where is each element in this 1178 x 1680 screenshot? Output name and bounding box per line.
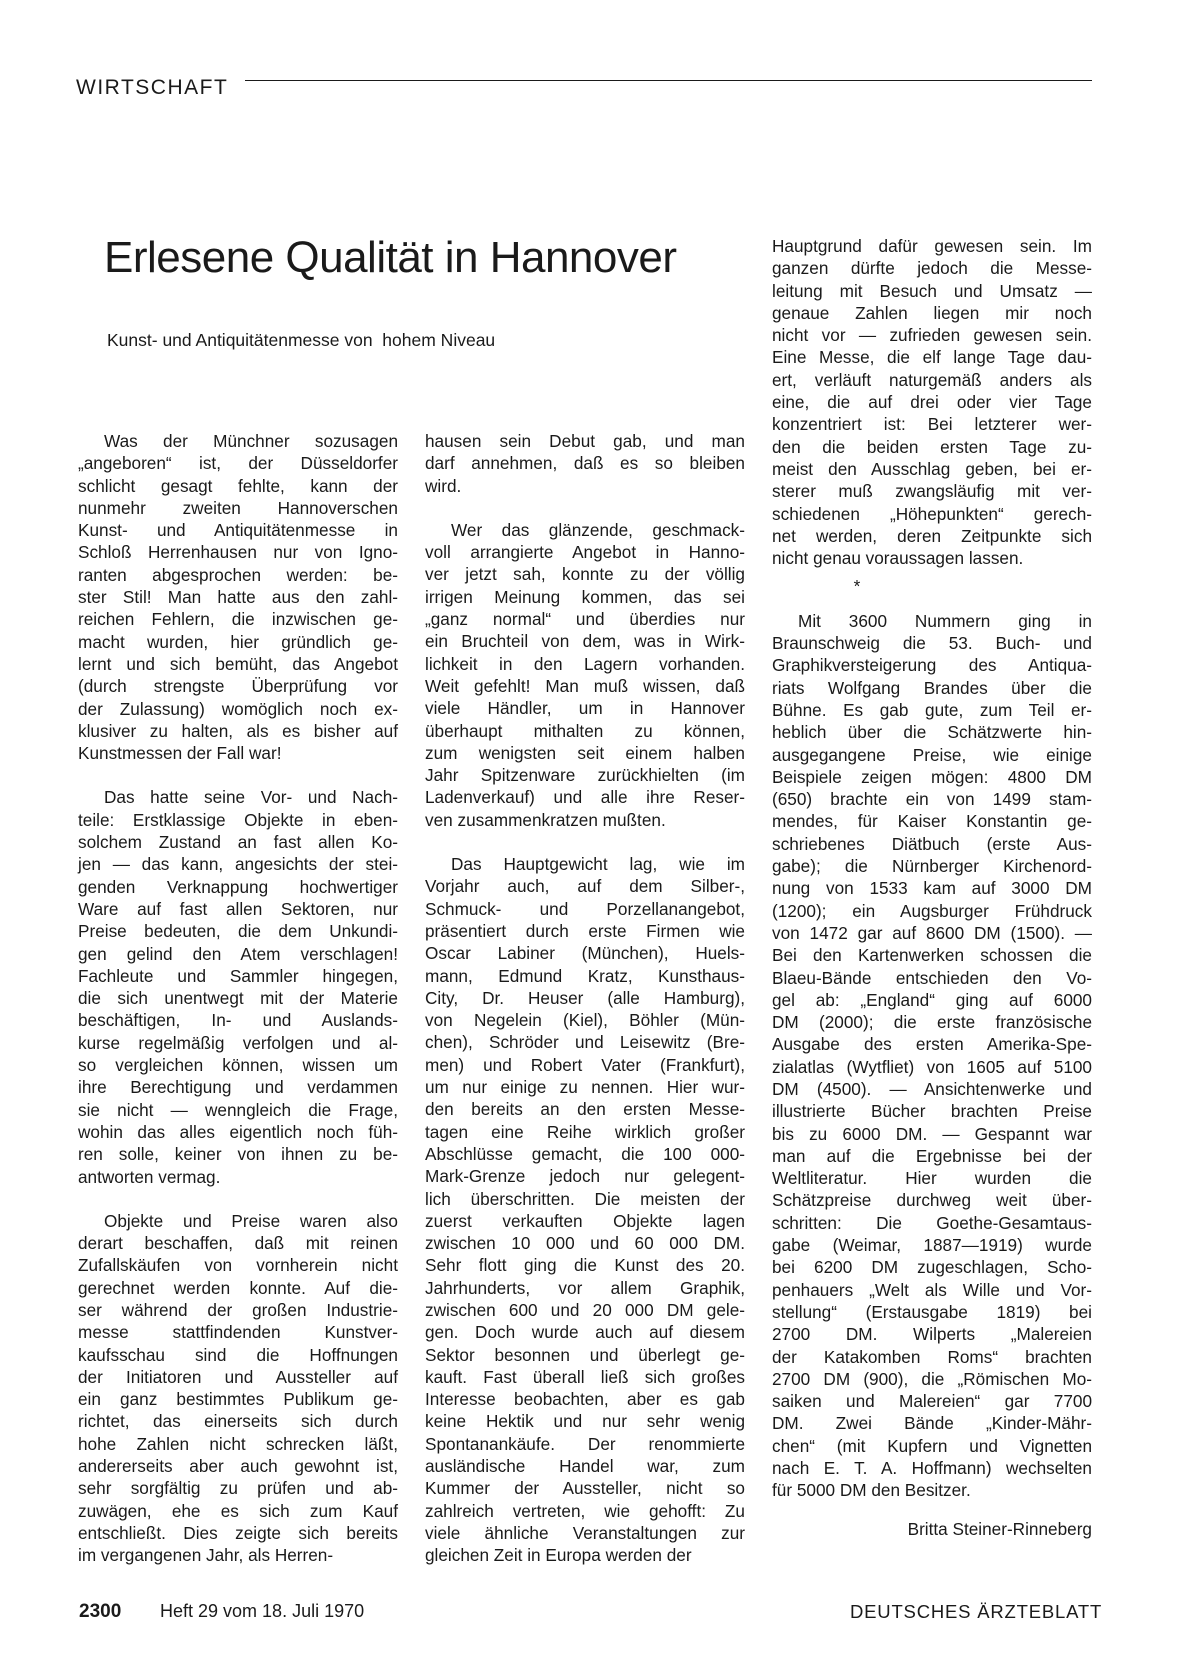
text-line: riats Wolfgang Brandes über die xyxy=(772,677,1092,698)
article-subtitle: Kunst- und Antiquitätenmesse von hohem Niveau xyxy=(107,330,496,350)
paragraph xyxy=(78,1210,398,1567)
text-line: schiedenen „Höhepunkten“ gerech- xyxy=(772,503,1092,524)
author-name: Britta Steiner-Rinneberg xyxy=(907,1518,1092,1539)
text-line: ranten abgesprochen werden: be- xyxy=(78,564,398,585)
text-line: messe stattfindenden Kunstver- xyxy=(78,1322,398,1343)
text-line: City, Dr. Heuser (alle Hamburg), xyxy=(425,987,745,1008)
text-line: net werden, deren Zeitpunkte sich xyxy=(772,525,1092,546)
text-line: nunmehr zweiten Hannoverschen xyxy=(78,497,398,518)
text-line: Weit gefehlt! Man muß wissen, daß xyxy=(425,675,745,696)
text-line: für 5000 DM den Besitzer. xyxy=(772,1480,971,1501)
text-line: hohe Zahlen nicht schrecken läßt, xyxy=(78,1433,398,1454)
text-line: schriebenes Diätbuch (erste Aus- xyxy=(772,833,1092,854)
text-line: von 1472 gar auf 8600 DM (1500). — xyxy=(772,922,1092,943)
text-line: Mit 3600 Nummern ging in xyxy=(798,610,1092,631)
text-line: Beispiele zeigen mögen: 4800 DM xyxy=(772,766,1092,787)
text-line: darf annehmen, daß es so bleiben xyxy=(425,453,745,474)
text-line: ganzen dürfte jedoch die Messe- xyxy=(772,258,1092,279)
text-line: chen“ (mit Kupfern und Vignetten xyxy=(772,1435,1092,1456)
text-line: Kunst- und Antiquitätenmesse in xyxy=(78,520,398,541)
text-line: Zufallskäufen von vornherein nicht xyxy=(78,1255,398,1276)
journal-name: DEUTSCHES ÄRZTEBLATT xyxy=(850,1601,1103,1622)
text-line: stellung“ (Erstausgabe 1819) bei xyxy=(772,1301,1092,1322)
issue-info: Heft 29 vom 18. Juli 1970 xyxy=(160,1601,365,1621)
text-line: Das Hauptgewicht lag, wie im xyxy=(451,854,745,875)
text-line: Eine Messe, die elf lange Tage dau- xyxy=(772,347,1092,368)
text-line: wird. xyxy=(425,475,462,496)
text-line: gleichen Zeit in Europa werden der xyxy=(425,1545,692,1566)
text-line: penhauers „Welt als Wille und Vor- xyxy=(772,1279,1092,1300)
text-line: klusiver zu halten, als es bisher auf xyxy=(78,720,398,741)
text-line: eine, die auf drei oder vier Tage xyxy=(772,392,1092,413)
text-line: Hauptgrund dafür gewesen sein. Im xyxy=(772,236,1092,256)
text-line: ven zusammenkratzen mußten. xyxy=(425,809,666,830)
text-line: ster Stil! Man hatte aus den zahl- xyxy=(78,587,398,608)
page-number: 2300 xyxy=(79,1601,122,1622)
text-line: Braunschweig die 53. Buch- und xyxy=(772,633,1092,654)
text-line: schlicht gesagt fehlte, kann der xyxy=(78,475,398,496)
text-line: entschließt. Dies zeigte sich bereits xyxy=(78,1522,398,1543)
text-line: derart beschaffen, daß mit reinen xyxy=(78,1233,398,1254)
text-line: mendes, für Kaiser Konstantin ge- xyxy=(772,811,1092,832)
text-line: Abschlüsse gemacht, die 100 000- xyxy=(425,1143,745,1164)
text-line: ein ganz bestimmtes Publikum ge- xyxy=(78,1389,398,1410)
text-line: die sich unentwegt mit der Materie xyxy=(78,988,398,1009)
text-line: gabe); die Nürnberger Kirchenord- xyxy=(772,856,1092,877)
text-line: beschäftigen, In- und Auslands- xyxy=(78,1010,398,1031)
text-line: nach E. T. A. Hoffmann) wechselten xyxy=(772,1458,1092,1479)
text-line: gerechnet werden konnte. Auf die- xyxy=(78,1277,398,1298)
text-line: bis zu 6000 DM. — Gespannt war xyxy=(772,1123,1092,1144)
text-line: keine Hektik und nur sehr wenig xyxy=(425,1411,745,1432)
text-line: Schätzpreise durchweg weit über- xyxy=(772,1190,1092,1211)
text-line: Ladenverkauf) und alle ihre Reser- xyxy=(425,787,745,808)
text-line: Oscar Labiner (München), Huels- xyxy=(425,943,745,964)
text-line: Weltliteratur. Hier wurden die xyxy=(772,1168,1092,1189)
text-line: men) und Robert Vater (Frankfurt), xyxy=(425,1054,745,1075)
text-line: mann, Edmund Kratz, Kunsthaus- xyxy=(425,965,745,986)
text-line: zialatlas (Wytfliet) von 1605 auf 5100 xyxy=(772,1056,1092,1077)
text-column-1 xyxy=(78,430,398,1567)
paragraph xyxy=(425,853,745,1567)
text-line: bei 6200 DM zugeschlagen, Scho- xyxy=(772,1257,1092,1278)
text-line: Das hatte seine Vor- und Nach- xyxy=(104,787,398,808)
text-line: Jahrhunderts, vor allem Graphik, xyxy=(425,1277,745,1298)
text-line: sie nicht — wenngleich die Frage, xyxy=(78,1099,398,1120)
text-line: Interesse beobachten, aber es gab xyxy=(425,1389,745,1410)
text-line: chen), Schröder und Leisewitz (Bre- xyxy=(425,1032,745,1053)
text-line: von Negelein (Kiel), Böhler (Mün- xyxy=(425,1010,745,1031)
text-line: Vorjahr auch, auf dem Silber-, xyxy=(425,876,745,897)
text-line: genaue Zahlen liegen mir noch xyxy=(772,302,1092,323)
text-line: Ausgabe des ersten Amerika-Spe- xyxy=(772,1034,1092,1055)
text-line: lernt und sich bemüht, das Angebot xyxy=(78,653,398,674)
text-line: gel ab: „England“ ging auf 6000 xyxy=(772,989,1092,1010)
text-line: Sektor besonnen und überlegt ge- xyxy=(425,1344,745,1365)
text-line: ser während der großen Industrie- xyxy=(78,1299,398,1320)
text-line: ausgegangene Preise, wie einige xyxy=(772,744,1092,765)
text-line: Jahr Spitzenware zurückhielten (im xyxy=(425,765,745,786)
text-line: schritten: Die Goethe-Gesamtaus- xyxy=(772,1212,1092,1233)
text-line: illustrierte Bücher brachten Preise xyxy=(772,1101,1092,1122)
text-line: wohin das alles eigentlich noch füh- xyxy=(78,1121,398,1142)
text-line: DM. Zwei Bände „Kinder-Mähr- xyxy=(772,1413,1092,1434)
text-line: Schmuck- und Porzellanangebot, xyxy=(425,898,745,919)
text-line: Objekte und Preise waren also xyxy=(104,1210,398,1231)
text-line: Graphikversteigerung des Antiqua- xyxy=(772,655,1092,676)
text-line: gabe (Weimar, 1887—1919) wurde xyxy=(772,1235,1092,1256)
text-line: ausländische Handel war, zum xyxy=(425,1456,745,1477)
text-line: heblich über die Schätzwerte hin- xyxy=(772,722,1092,743)
text-line: Schloß Herrenhausen nur von Igno- xyxy=(78,542,398,563)
paragraph xyxy=(78,430,398,764)
text-line: Sehr flott ging die Kunst des 20. xyxy=(425,1255,745,1276)
text-column-3 xyxy=(772,235,1092,1540)
text-line: viele Händler, um in Hannover xyxy=(425,698,745,719)
text-line: zuwägen, ehe es sich zum Kauf xyxy=(78,1500,398,1521)
text-line: der Initiatoren und Aussteller auf xyxy=(78,1366,398,1387)
text-line: den die beiden ersten Tage zu- xyxy=(772,436,1092,457)
text-line: Bei den Kartenwerken schossen die xyxy=(772,945,1092,966)
text-line: Wer das glänzende, geschmack- xyxy=(451,519,745,540)
text-line: saiken und Malereien“ gar 7700 xyxy=(772,1391,1092,1412)
text-line: ver jetzt sah, konnte zu der völlig xyxy=(425,564,745,585)
text-line: antworten vermag. xyxy=(78,1166,221,1187)
text-line: man auf die Ergebnisse bei der xyxy=(772,1145,1092,1166)
paragraph xyxy=(78,786,398,1187)
text-line: genden Verknappung hochwertiger xyxy=(78,876,398,897)
text-line: Kunstmessen der Fall war! xyxy=(78,743,282,764)
text-line: ert, verläuft naturgemäß anders als xyxy=(772,369,1092,390)
text-line: gen. Doch wurde auch auf diesem xyxy=(425,1322,745,1343)
text-line: jen — das kann, angesichts der stei- xyxy=(78,854,398,875)
text-line: andererseits aber auch gewohnt ist, xyxy=(78,1456,398,1477)
text-line: kurse regelmäßig verfolgen und al- xyxy=(78,1032,398,1053)
text-line: (650) brachte ein von 1499 stam- xyxy=(772,789,1092,810)
article-title: Erlesene Qualität in Hannover xyxy=(104,233,677,282)
text-line: „angeboren“ ist, der Düsseldorfer xyxy=(78,453,398,474)
text-line: meist den Ausschlag geben, bei er- xyxy=(772,458,1092,479)
text-line: tagen eine Reihe wirklich großer xyxy=(425,1121,745,1142)
text-line: um nur einige zu nennen. Hier wur- xyxy=(425,1077,745,1098)
text-line: nicht vor — zufrieden gewesen sein. xyxy=(772,325,1092,346)
text-line: (1200); ein Augsburger Frühdruck xyxy=(772,900,1092,921)
text-line: Spontanankäufe. Der renommierte xyxy=(425,1433,745,1454)
text-line: lich überschritten. Die meisten der xyxy=(425,1188,745,1209)
text-line: DM (2000); die erste französische xyxy=(772,1012,1092,1033)
section-rule xyxy=(245,80,1092,81)
text-line: konzentriert ist: Bei letzterer wer- xyxy=(772,414,1092,435)
text-line: überhaupt mithalten zu können, xyxy=(425,720,745,741)
text-line: Bühne. Es gab gute, zum Teil er- xyxy=(772,699,1092,720)
text-line: richtet, das einerseits sich durch xyxy=(78,1411,398,1432)
text-line: im vergangenen Jahr, als Herren- xyxy=(78,1545,334,1566)
section-separator: * xyxy=(853,576,861,597)
text-line: „ganz normal“ und überdies nur xyxy=(425,609,745,630)
text-line: hausen sein Debut gab, und man xyxy=(425,431,745,451)
text-line: viele ähnliche Veranstaltungen zur xyxy=(425,1522,745,1543)
text-line: DM (4500). — Ansichtenwerke und xyxy=(772,1078,1092,1099)
text-line: Blaeu-Bände entschieden den Vo- xyxy=(772,967,1092,988)
text-line: ren solle, keiner von ihnen zu be- xyxy=(78,1144,398,1165)
text-line: ein Bruchteil von dem, was in Wirk- xyxy=(425,631,745,652)
text-line: solchem Zustand an fast allen Ko- xyxy=(78,832,398,853)
text-line: der Zulassung) womöglich noch ex- xyxy=(78,698,398,719)
paragraph xyxy=(772,610,1092,1502)
text-line: Kummer der Aussteller, nicht so xyxy=(425,1478,745,1499)
text-line: der Katakomben Roms“ brachten xyxy=(772,1346,1092,1367)
section-label: WIRTSCHAFT xyxy=(76,76,229,99)
text-line: ihre Berechtigung und verdammen xyxy=(78,1077,398,1098)
text-line: Ware auf fast allen Sektoren, nur xyxy=(78,898,398,919)
paragraph xyxy=(425,430,745,497)
paragraph xyxy=(425,519,745,831)
text-line: Fachleute und Sammler hingegen, xyxy=(78,965,398,986)
text-line: zwischen 10 000 und 60 000 DM. xyxy=(425,1233,745,1254)
text-column-2 xyxy=(425,430,745,1567)
paragraph xyxy=(772,235,1092,569)
text-line: macht wurden, hier gründlich ge- xyxy=(78,631,398,652)
text-line: kauft. Fast überall ließ sich großes xyxy=(425,1366,745,1387)
text-line: so vergleichen können, wissen um xyxy=(78,1055,398,1076)
text-line: gen gelind den Atem verschlagen! xyxy=(78,943,398,964)
text-line: nicht genau voraussagen lassen. xyxy=(772,548,1024,569)
text-line: kaufsschau sind die Hoffnungen xyxy=(78,1344,398,1365)
text-line: zwischen 600 und 20 000 DM gele- xyxy=(425,1299,745,1320)
text-line: zahlreich vertreten, wie gehofft: Zu xyxy=(425,1500,745,1521)
text-line: zum wenigsten seit einem halben xyxy=(425,742,745,763)
text-line: leitung mit Besuch und Umsatz — xyxy=(772,280,1092,301)
text-line: sehr sorgfältig zu prüfen und ab- xyxy=(78,1478,398,1499)
text-line: reichen Fehlern, die inzwischen ge- xyxy=(78,609,398,630)
text-line: 2700 DM (900), die „Römischen Mo- xyxy=(772,1368,1092,1389)
text-line: Was der Münchner sozusagen xyxy=(104,431,398,451)
text-line: Preise bedeuten, die dem Unkundi- xyxy=(78,921,398,942)
text-line: (durch strengste Überprüfung vor xyxy=(78,676,398,697)
text-line: teile: Erstklassige Objekte in eben- xyxy=(78,809,398,830)
text-line: sterer muß zwangsläufig mit ver- xyxy=(772,481,1092,502)
text-line: voll arrangierte Angebot in Hanno- xyxy=(425,542,745,563)
text-line: Mark-Grenze jedoch nur gelegent- xyxy=(425,1166,745,1187)
text-line: lichkeit in den Lagern vorhanden. xyxy=(425,653,745,674)
text-line: den bereits an den ersten Messe- xyxy=(425,1099,745,1120)
text-line: 2700 DM. Wilperts „Malereien xyxy=(772,1324,1092,1345)
text-line: irrigen Meinung kommen, das sei xyxy=(425,586,745,607)
text-line: zuerst verkauften Objekte lagen xyxy=(425,1210,745,1231)
text-line: nung von 1533 kam auf 3000 DM xyxy=(772,878,1092,899)
text-line: präsentiert durch erste Firmen wie xyxy=(425,920,745,941)
